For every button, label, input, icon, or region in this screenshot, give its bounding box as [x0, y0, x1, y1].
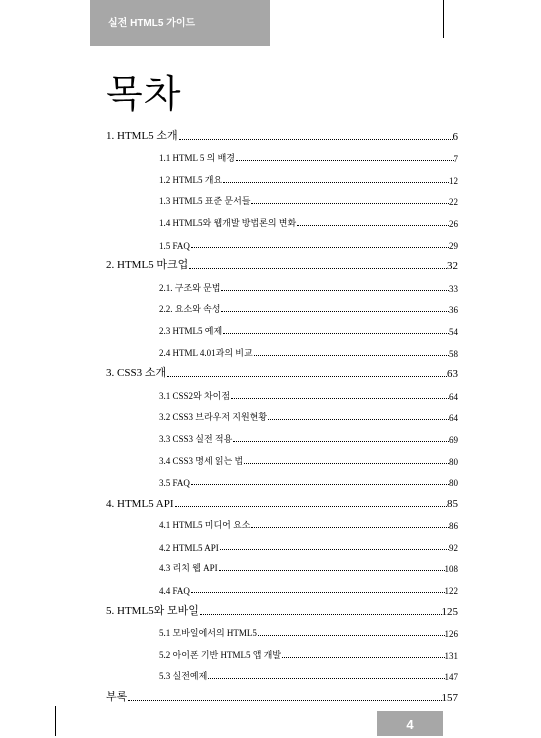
- toc-entry-label: 2.3 HTML5 예제: [159, 325, 223, 336]
- toc-entry-page: 108: [444, 564, 458, 575]
- dot-leader: [191, 484, 449, 485]
- toc-entry-page: 26: [449, 218, 458, 229]
- toc-entry-label: 5.2 아이폰 기반 HTML5 앱 개발: [159, 649, 282, 660]
- toc-entry-label: 3.2 CSS3 브라우저 지원현황: [159, 412, 268, 423]
- toc-section-entry[interactable]: [106, 511, 458, 533]
- dot-leader: [191, 592, 445, 593]
- dot-leader: [128, 700, 441, 701]
- toc-chapter-entry[interactable]: [106, 122, 458, 144]
- toc-section-entry[interactable]: [106, 575, 458, 597]
- toc-section-entry[interactable]: [106, 554, 458, 576]
- dot-leader: [251, 203, 449, 204]
- dot-leader: [219, 570, 445, 571]
- page-number: 4: [377, 711, 443, 736]
- dot-leader: [231, 398, 449, 399]
- toc-section-entry[interactable]: [106, 316, 458, 338]
- toc-entry-label: 1.2 HTML5 개요: [159, 174, 223, 185]
- toc-entry-page: 131: [444, 650, 458, 661]
- dot-leader: [175, 506, 447, 507]
- dot-leader: [223, 182, 449, 183]
- toc-entry-label: 4.3 리치 웹 API: [159, 563, 218, 574]
- toc-entry-page: 12: [449, 175, 458, 186]
- dot-leader: [223, 333, 449, 334]
- toc-section-entry[interactable]: [106, 165, 458, 187]
- toc-entry-label: 2.4 HTML 4.01과의 비교: [159, 347, 253, 358]
- toc-section-entry[interactable]: [106, 619, 458, 641]
- dot-leader: [191, 247, 449, 248]
- toc-entry-page: 85: [447, 497, 458, 510]
- toc-entry-label: 3.3 CSS3 실전 적용: [159, 433, 233, 444]
- toc-entry-page: 64: [449, 413, 458, 424]
- toc-entry-page: 122: [444, 586, 458, 597]
- toc-entry-page: 29: [449, 240, 458, 251]
- toc-entry-page: 80: [449, 456, 458, 467]
- toc-entry-page: 36: [449, 305, 458, 316]
- toc-section-entry[interactable]: [106, 208, 458, 230]
- toc-entry-page: 64: [449, 391, 458, 402]
- dot-leader: [258, 635, 445, 636]
- toc-section-entry[interactable]: [106, 468, 458, 490]
- toc-section-entry[interactable]: [106, 295, 458, 317]
- dot-leader: [221, 311, 449, 312]
- toc-entry-page: 80: [449, 478, 458, 489]
- dot-leader: [236, 160, 454, 161]
- toc-entry-label: 5.3 실전예제: [159, 671, 208, 682]
- toc-entry-label: 부록: [106, 691, 128, 704]
- toc-entry-page: 32: [447, 260, 458, 273]
- toc-entry-label: 1.1 HTML 5 의 배경: [159, 153, 235, 164]
- toc-entry-page: 92: [449, 542, 458, 553]
- toc-chapter-entry[interactable]: [106, 360, 458, 382]
- toc-entry-label: 2.1. 구조와 문법: [159, 282, 221, 293]
- toc-entry-label: 5. HTML5와 모바일: [106, 604, 199, 617]
- toc-section-entry[interactable]: [106, 532, 458, 554]
- toc-entry-label: 4. HTML5 API: [106, 497, 174, 510]
- toc-section-entry[interactable]: [106, 662, 458, 684]
- toc-entry-label: 3. CSS3 소개: [106, 367, 167, 380]
- toc-section-entry[interactable]: [106, 381, 458, 403]
- toc-entry-label: 3.5 FAQ: [159, 478, 190, 489]
- toc-entry-page: 33: [449, 283, 458, 294]
- top-rule: [443, 0, 444, 38]
- toc-entry-page: 125: [441, 605, 458, 618]
- toc-section-entry[interactable]: [106, 187, 458, 209]
- dot-leader: [244, 463, 449, 464]
- dot-leader: [189, 268, 447, 269]
- dot-leader: [282, 657, 444, 658]
- dot-leader: [297, 225, 449, 226]
- toc-title: 목차: [106, 74, 182, 116]
- toc-entry-page: 157: [441, 692, 458, 705]
- toc-entry-label: 1.3 HTML5 표준 문서들: [159, 196, 251, 207]
- toc-section-entry[interactable]: [106, 446, 458, 468]
- toc-entry-label: 3.1 CSS2와 차이점: [159, 390, 231, 401]
- toc-entry-page: 69: [449, 434, 458, 445]
- toc-section-entry[interactable]: [106, 273, 458, 295]
- toc-entry-page: 54: [449, 326, 458, 337]
- toc-entry-page: 22: [449, 197, 458, 208]
- toc-entry-label: 1. HTML5 소개: [106, 129, 178, 142]
- dot-leader: [167, 376, 447, 377]
- toc-entry-page: 126: [444, 629, 458, 640]
- toc-section-entry[interactable]: [106, 144, 458, 166]
- toc-entry-label: 4.1 HTML5 미디어 요소: [159, 520, 251, 531]
- toc-section-entry[interactable]: [106, 640, 458, 662]
- toc-list: [106, 122, 458, 705]
- dot-leader: [251, 527, 449, 528]
- toc-section-entry[interactable]: [106, 403, 458, 425]
- toc-section-entry[interactable]: [106, 424, 458, 446]
- running-header: 실전 HTML5 가이드: [90, 0, 270, 46]
- toc-entry-label: 3.4 CSS3 명세 읽는 법: [159, 455, 244, 466]
- toc-section-entry[interactable]: [106, 230, 458, 252]
- toc-chapter-entry[interactable]: [106, 683, 458, 705]
- bottom-rule: [55, 706, 56, 736]
- toc-entry-label: 1.5 FAQ: [159, 240, 190, 251]
- dot-leader: [221, 290, 449, 291]
- toc-entry-label: 4.2 HTML5 API: [159, 542, 219, 553]
- toc-entry-label: 2. HTML5 마크업: [106, 259, 189, 272]
- dot-leader: [268, 419, 449, 420]
- dot-leader: [208, 678, 444, 679]
- toc-chapter-entry[interactable]: [106, 597, 458, 619]
- toc-entry-label: 1.4 HTML5와 웹개발 방법론의 변화: [159, 217, 297, 228]
- toc-entry-page: 7: [453, 154, 458, 165]
- dot-leader: [200, 614, 442, 615]
- toc-section-entry[interactable]: [106, 338, 458, 360]
- toc-entry-page: 58: [449, 348, 458, 359]
- toc-entry-label: 2.2. 요소와 속성: [159, 304, 221, 315]
- toc-chapter-entry[interactable]: [106, 252, 458, 274]
- dot-leader: [179, 139, 453, 140]
- toc-entry-page: 147: [444, 672, 458, 683]
- toc-entry-label: 5.1 모바일에서의 HTML5: [159, 628, 257, 639]
- toc-entry-label: 4.4 FAQ: [159, 586, 190, 597]
- dot-leader: [220, 549, 449, 550]
- toc-entry-page: 6: [452, 130, 458, 143]
- dot-leader: [254, 355, 449, 356]
- dot-leader: [233, 441, 449, 442]
- toc-entry-page: 63: [447, 368, 458, 381]
- toc-entry-page: 86: [449, 521, 458, 532]
- toc-chapter-entry[interactable]: [106, 489, 458, 511]
